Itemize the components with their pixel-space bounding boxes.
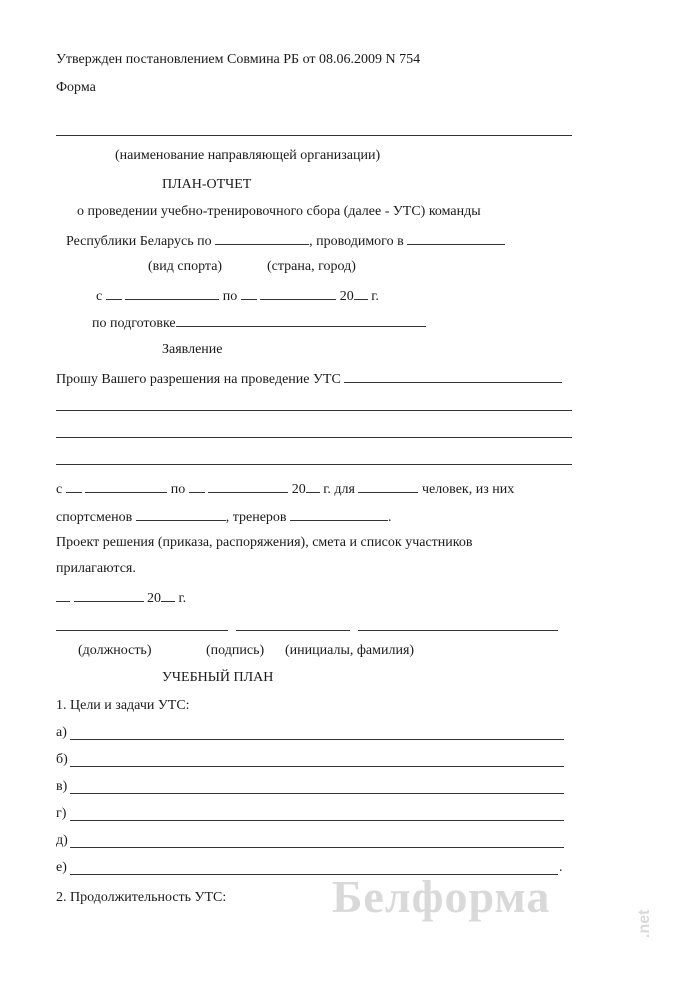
approval-note: Утвержден постановлением Совмина РБ от 08.06.2009 N 754 — [56, 52, 421, 67]
athletes-count-field[interactable] — [136, 508, 226, 521]
position-field-line[interactable] — [56, 630, 228, 631]
request-line — [56, 370, 562, 388]
dates-year-field[interactable] — [354, 287, 368, 300]
goals-title: 1. Цели и задачи УТС: — [56, 698, 190, 713]
training-label: по подготовке — [92, 316, 176, 331]
dates-from: с — [96, 289, 103, 304]
goals-end-dot: . — [559, 860, 563, 875]
goal-field-d[interactable] — [70, 847, 564, 848]
duration-title: 2. Продолжительность УТС: — [56, 890, 227, 905]
belforma-watermark-net: .net — [636, 909, 653, 938]
sport-place-line — [66, 232, 505, 250]
organization-caption: (наименование направляющей организации) — [115, 148, 381, 163]
document-subtitle: о проведении учебно-тренировочного сбора (далее - УТС) команды — [77, 204, 481, 219]
request-field-line-3[interactable] — [56, 437, 572, 438]
sign-g: г. — [178, 591, 187, 606]
sign-year-field[interactable] — [161, 589, 175, 602]
period-to: по — [170, 482, 186, 497]
request-field-line-2[interactable] — [56, 410, 572, 411]
rb-middle: , проводимого в — [309, 234, 404, 249]
position-caption: (должность) — [78, 643, 152, 658]
goal-label-v: в) — [56, 779, 68, 794]
organization-field-line[interactable] — [56, 135, 572, 136]
belforma-watermark: Белформа — [332, 871, 551, 922]
place-field[interactable] — [407, 232, 505, 245]
end-day-field[interactable] — [241, 287, 257, 300]
period-people: человек, из них — [421, 482, 515, 497]
request-text: Прошу Вашего разрешения на проведение УТС — [56, 372, 341, 387]
goal-field-g[interactable] — [70, 820, 564, 821]
goal-field-b[interactable] — [70, 766, 564, 767]
goal-label-e: е) — [56, 860, 67, 875]
goal-label-b: б) — [56, 752, 68, 767]
training-line — [92, 314, 426, 332]
dates-to: по — [222, 289, 238, 304]
period-year: 20 — [291, 482, 306, 497]
name-caption: (инициалы, фамилия) — [285, 643, 415, 658]
goal-field-v[interactable] — [70, 793, 564, 794]
dates-line — [96, 287, 379, 305]
period-for: г. для — [323, 482, 355, 497]
end-month-field[interactable] — [260, 287, 336, 300]
period-year-field[interactable] — [306, 480, 320, 493]
period-line — [56, 480, 514, 498]
dates-g: г. — [371, 289, 379, 304]
period-start-month-field[interactable] — [85, 480, 167, 493]
request-field[interactable] — [344, 370, 562, 383]
sport-caption: (вид спорта) — [148, 259, 223, 274]
athletes-line — [56, 508, 392, 526]
sign-day-field[interactable] — [56, 589, 70, 602]
sign-month-field[interactable] — [74, 589, 144, 602]
start-day-field[interactable] — [106, 287, 122, 300]
signature-date-line — [56, 589, 186, 607]
athletes-dot: . — [388, 510, 392, 525]
project-line-2: прилагаются. — [56, 561, 136, 576]
period-end-month-field[interactable] — [208, 480, 288, 493]
goal-label-g: г) — [56, 806, 67, 821]
place-caption: (страна, город) — [267, 259, 356, 274]
people-count-field[interactable] — [358, 480, 418, 493]
rb-prefix: Республики Беларусь по — [66, 234, 212, 249]
dates-year: 20 — [339, 289, 354, 304]
training-field[interactable] — [176, 314, 426, 327]
sign-year: 20 — [147, 591, 161, 606]
period-start-day-field[interactable] — [66, 480, 82, 493]
name-field-line[interactable] — [358, 630, 558, 631]
coaches-count-field[interactable] — [290, 508, 388, 521]
signature-field-line[interactable] — [236, 630, 350, 631]
sport-field[interactable] — [215, 232, 309, 245]
goal-label-a: а) — [56, 725, 67, 740]
coaches-label: , тренеров — [225, 510, 287, 525]
period-from: с — [56, 482, 63, 497]
start-month-field[interactable] — [125, 287, 219, 300]
athletes-label: спортсменов — [56, 510, 133, 525]
period-end-day-field[interactable] — [189, 480, 205, 493]
signature-caption: (подпись) — [206, 643, 265, 658]
form-label: Форма — [56, 80, 96, 95]
project-line-1: Проект решения (приказа, распоряжения), смета и список участников — [56, 535, 473, 550]
statement-title: Заявление — [162, 342, 223, 357]
plan-title: УЧЕБНЫЙ ПЛАН — [162, 670, 274, 685]
document-title: ПЛАН-ОТЧЕТ — [162, 177, 252, 192]
request-field-line-4[interactable] — [56, 464, 572, 465]
goal-label-d: д) — [56, 833, 68, 848]
goal-field-a[interactable] — [70, 739, 564, 740]
